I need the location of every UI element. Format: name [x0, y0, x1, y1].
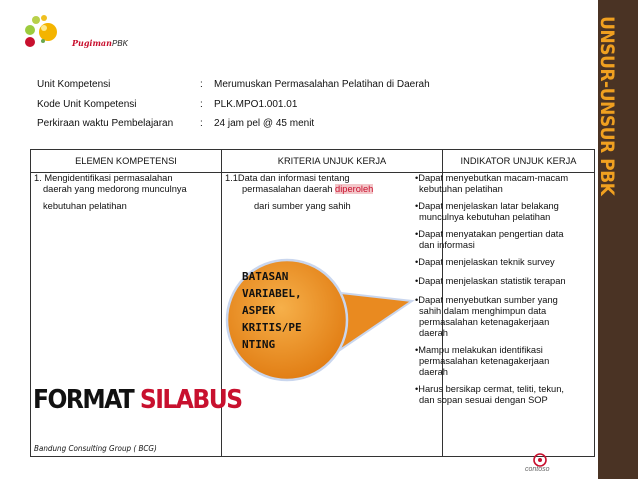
- indikator-line: dan sopan sesuai dengan SOP: [419, 395, 548, 405]
- callout-line: ASPEK: [242, 304, 276, 317]
- callout-text: [242, 268, 302, 353]
- side-title: UNSUR-UNSUR PBK: [596, 16, 618, 196]
- indikator-line: •Dapat menjelaskan teknik survey: [415, 257, 555, 267]
- indikator-line: •Dapat menyatakan pengertian data: [415, 229, 564, 239]
- meta-colon: :: [200, 118, 203, 129]
- header-kriteria: KRITERIA UNJUK KERJA: [222, 150, 443, 173]
- indikator-line: dan informasi: [419, 240, 475, 250]
- logo-icon: [10, 12, 80, 52]
- indikator-line: kebutuhan pelatihan: [419, 184, 503, 194]
- table-header-row: [31, 150, 595, 173]
- indikator-line: daerah: [419, 328, 448, 338]
- elemen-line: 1. Mengidentifikasi permasalahan: [34, 173, 173, 183]
- meta-value: PLK.MPO1.001.01: [214, 99, 298, 110]
- kriteria-text: [225, 173, 373, 212]
- indikator-line: munculnya kebutuhan pelatihan: [419, 212, 551, 222]
- indikator-line: sahih dalam menghimpun data: [419, 306, 547, 316]
- meta-value: 24 jam pel @ 45 menit: [214, 118, 315, 129]
- elemen-line: kebutuhan pelatihan: [43, 201, 127, 211]
- logo-text: [72, 38, 128, 48]
- kriteria-line: [225, 184, 373, 195]
- contoso-logo: [515, 450, 565, 476]
- kriteria-line: 1.1Data dan informasi tentang: [225, 173, 350, 183]
- indikator-line: permasalahan ketenagakerjaan: [419, 317, 550, 327]
- footer-note: Bandung Consulting Group ( BCG): [34, 444, 157, 453]
- callout-line: BATASAN: [242, 270, 289, 283]
- logo: [10, 12, 128, 48]
- header-elemen: ELEMEN KOMPETENSI: [31, 150, 222, 173]
- header-indikator: INDIKATOR UNJUK KERJA: [443, 150, 595, 173]
- meta-colon: :: [200, 99, 203, 110]
- meta-label: Perkiraan waktu Pembelajaran: [37, 118, 174, 129]
- indikator-line: permasalahan ketenagakerjaan: [419, 356, 550, 366]
- kriteria-line: dari sumber yang sahih: [254, 201, 351, 211]
- list-item: [415, 229, 595, 251]
- indikator-line: •Mampu melakukan identifikasi: [415, 345, 543, 355]
- format-title: [33, 386, 242, 414]
- list-item: [415, 173, 595, 195]
- indikator-line: •Harus bersikap cermat, teliti, tekun,: [415, 384, 564, 394]
- format-title-word: FORMAT: [33, 385, 134, 415]
- callout-line: KRITIS/PE: [242, 321, 302, 334]
- callout-line: VARIABEL,: [242, 287, 302, 300]
- elemen-line: daerah yang medorong munculnya: [43, 184, 187, 194]
- list-item: [415, 201, 595, 223]
- indikator-line: •Dapat menyebutkan macam-macam: [415, 173, 569, 183]
- list-item: [415, 295, 595, 339]
- list-item: [415, 257, 595, 268]
- list-item: [415, 345, 595, 378]
- meta-label: Kode Unit Kompetensi: [37, 99, 137, 110]
- callout-line: NTING: [242, 338, 276, 351]
- list-item: [415, 384, 595, 406]
- elemen-text: [34, 173, 187, 212]
- meta-colon: :: [200, 79, 203, 90]
- contoso-text: contoso: [525, 466, 550, 473]
- indikator-list: [415, 173, 595, 406]
- indikator-line: •Dapat menyebutkan sumber yang: [415, 295, 558, 305]
- indikator-line: •Dapat menjelaskan latar belakang: [415, 201, 559, 211]
- highlighted-word: diperoleh: [335, 184, 374, 194]
- format-title-word: SILABUS: [139, 385, 242, 415]
- meta-value: Merumuskan Permasalahan Pelatihan di Daerah: [214, 79, 430, 90]
- logo-script-text: Pugiman: [72, 38, 112, 48]
- meta-label: Unit Kompetensi: [37, 79, 111, 90]
- kriteria-text-part: permasalahan daerah: [242, 184, 336, 194]
- list-item: [415, 276, 595, 287]
- indikator-line: daerah: [419, 367, 448, 377]
- indikator-line: •Dapat menjelaskan statistik terapan: [415, 276, 566, 286]
- logo-suffix: PBK: [111, 39, 128, 48]
